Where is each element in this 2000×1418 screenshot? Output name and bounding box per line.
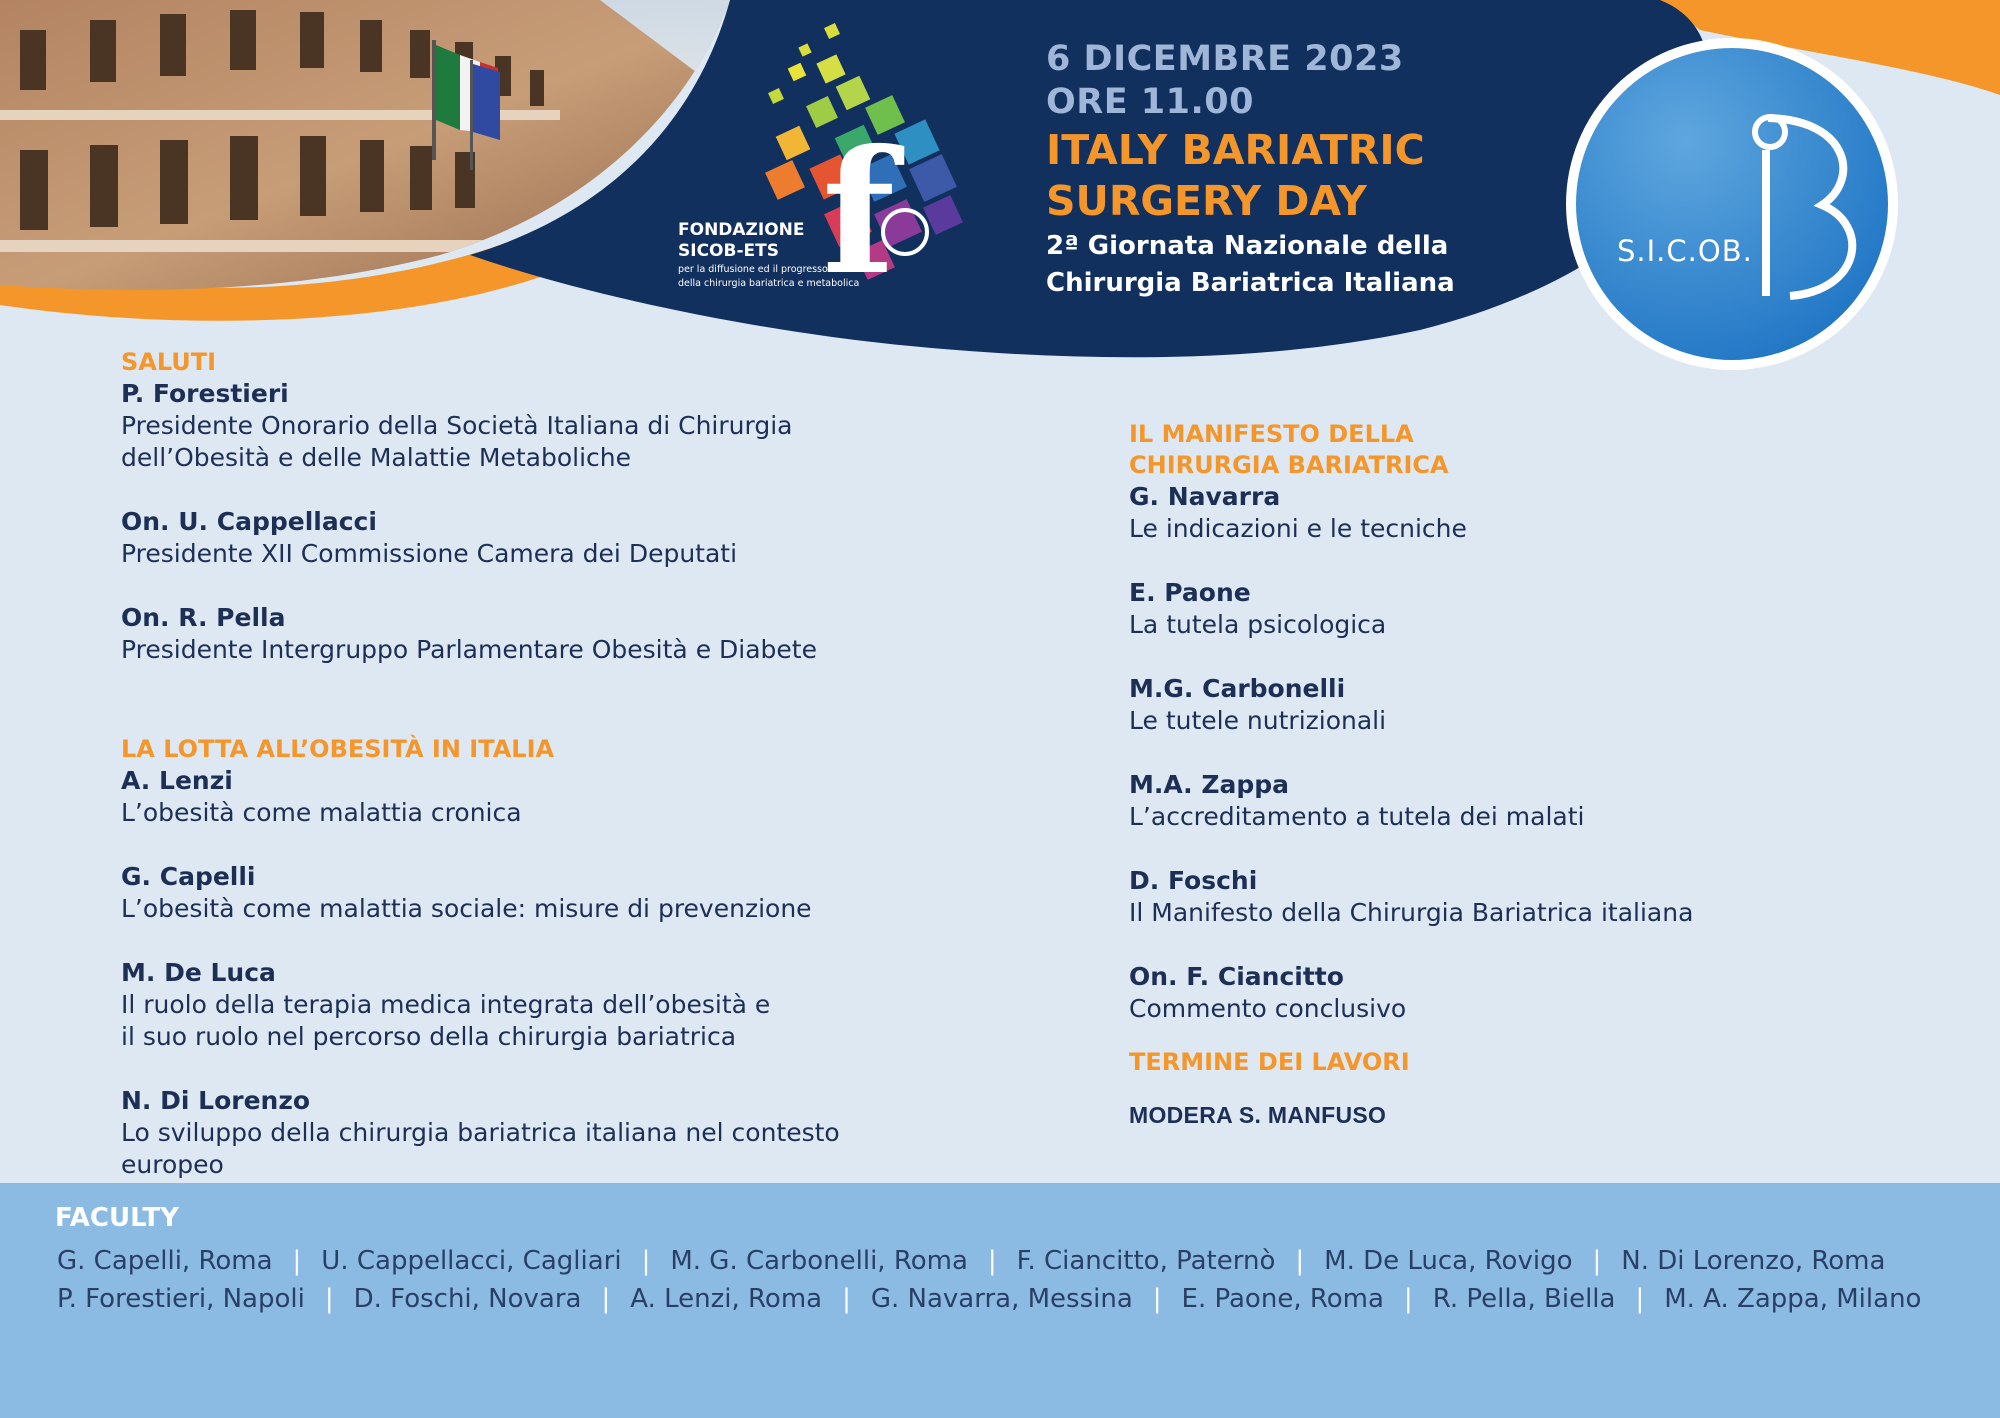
program-item — [121, 861, 981, 925]
talk-title: Le indicazioni e le tecniche — [1129, 514, 1467, 543]
section-title-manifesto-cont: CHIRURGIA BARIATRICA — [1129, 451, 1449, 479]
program-item — [1129, 481, 1949, 545]
speaker-name: N. Di Lorenzo — [121, 1086, 311, 1115]
faculty-member: A. Lenzi, Roma — [630, 1284, 823, 1314]
header-background — [0, 0, 2000, 380]
faculty-member: M. G. Carbonelli, Roma — [670, 1246, 968, 1276]
talk-title: Commento conclusivo — [1129, 994, 1407, 1023]
talk-title: L’accreditamento a tutela dei malati — [1129, 802, 1585, 831]
program-item — [1129, 865, 1949, 929]
speaker-name: On. U. Cappellacci — [121, 507, 377, 536]
faculty-title: FACULTY — [55, 1203, 179, 1233]
section-title-manifesto: IL MANIFESTO DELLA — [1129, 420, 1414, 448]
faculty-separator: | — [601, 1284, 611, 1314]
program-item — [121, 602, 981, 666]
speaker-role: Presidente Intergruppo Parlamentare Obesità e Diabete — [121, 635, 817, 664]
faculty-member: G. Capelli, Roma — [57, 1246, 273, 1276]
talk-title: Lo sviluppo della chirurgia bariatrica italiana nel contesto — [121, 1118, 840, 1147]
faculty-member: D. Foschi, Novara — [353, 1284, 582, 1314]
faculty-separator: | — [842, 1284, 851, 1314]
event-subtitle-line1: 2ª Giornata Nazionale della — [1046, 231, 1449, 261]
speaker-name: M. De Luca — [121, 958, 276, 987]
speaker-name: P. Forestieri — [121, 379, 289, 408]
speaker-name: M.G. Carbonelli — [1129, 674, 1346, 703]
event-header — [1046, 38, 1455, 300]
faculty-row-2 — [57, 1284, 1921, 1314]
speaker-role: Presidente XII Commissione Camera dei Deputati — [121, 539, 738, 568]
speaker-name: G. Navarra — [1129, 482, 1281, 511]
section-title-lotta-obesita: LA LOTTA ALL’OBESITÀ IN ITALIA — [121, 735, 555, 763]
faculty-row-1 — [57, 1246, 1885, 1276]
faculty-separator: | — [1295, 1246, 1305, 1276]
talk-title: Le tutele nutrizionali — [1129, 706, 1387, 735]
faculty-separator: | — [1635, 1284, 1645, 1314]
talk-title: La tutela psicologica — [1129, 610, 1387, 639]
faculty-separator: | — [1592, 1246, 1602, 1276]
talk-title: L’obesità come malattia cronica — [121, 798, 522, 827]
talk-title: L’obesità come malattia sociale: misure di prevenzione — [121, 894, 812, 923]
event-subtitle-line2: Chirurgia Bariatrica Italiana — [1046, 268, 1455, 298]
faculty-member: E. Paone, Roma — [1181, 1284, 1384, 1314]
program-item — [121, 378, 981, 474]
event-time: ORE 11.00 — [1046, 82, 1255, 122]
program-item — [121, 1085, 981, 1181]
event-title-line2: SURGERY DAY — [1046, 177, 1367, 225]
moderator-label: MODERA S. MANFUSO — [1129, 1102, 1387, 1128]
faculty-member: N. Di Lorenzo, Roma — [1621, 1246, 1886, 1276]
faculty-member: G. Navarra, Messina — [870, 1284, 1133, 1314]
program-item — [1129, 673, 1949, 737]
svg-text:f: f — [822, 113, 896, 313]
faculty-section — [0, 1183, 2000, 1418]
faculty-member: R. Pella, Biella — [1432, 1284, 1616, 1314]
closing-label: TERMINE DEI LAVORI — [1129, 1048, 1410, 1076]
event-date: 6 DICEMBRE 2023 — [1046, 39, 1404, 79]
speaker-role-cont: dell’Obesità e delle Malattie Metaboliche — [121, 443, 631, 472]
speaker-name: E. Paone — [1129, 578, 1251, 607]
speaker-name: On. F. Ciancitto — [1129, 962, 1344, 991]
sicob-logo-text: S.I.C.OB. — [1617, 234, 1753, 268]
faculty-member: U. Cappellacci, Cagliari — [321, 1246, 622, 1276]
speaker-name: M.A. Zappa — [1129, 770, 1290, 799]
program-item — [121, 957, 981, 1053]
speaker-name: On. R. Pella — [121, 603, 286, 632]
talk-title-cont: il suo ruolo nel percorso della chirurgia bariatrica — [121, 1022, 737, 1051]
speaker-role: Presidente Onorario della Società Italiana di Chirurgia — [121, 411, 793, 440]
faculty-separator: | — [1152, 1284, 1162, 1314]
program-item — [1129, 769, 1949, 833]
program-item — [121, 506, 981, 570]
talk-title: Il ruolo della terapia medica integrata dell’obesità e — [121, 990, 771, 1019]
program-item — [1129, 577, 1949, 641]
faculty-member: M. De Luca, Rovigo — [1324, 1246, 1573, 1276]
faculty-member: M. A. Zappa, Milano — [1664, 1284, 1922, 1314]
speaker-name: D. Foschi — [1129, 866, 1258, 895]
speaker-name: A. Lenzi — [121, 766, 233, 795]
faculty-separator: | — [292, 1246, 302, 1276]
faculty-separator: | — [324, 1284, 334, 1314]
talk-title: Il Manifesto della Chirurgia Bariatrica italiana — [1129, 898, 1694, 927]
faculty-separator: | — [641, 1246, 651, 1276]
speaker-name: G. Capelli — [121, 862, 256, 891]
faculty-member: F. Ciancitto, Paternò — [1016, 1246, 1276, 1276]
section-title-saluti: SALUTI — [121, 348, 217, 376]
talk-title-cont: europeo — [121, 1150, 224, 1179]
foundation-logo-label: FONDAZIONE SICOB-ETS per la diffusione ed il progresso della chirurgia bariatrica e metabolica — [678, 220, 860, 289]
faculty-separator: | — [1403, 1284, 1413, 1314]
program-left-column — [121, 347, 981, 1213]
program-right-column — [1129, 419, 1949, 1129]
event-title-line1: ITALY BARIATRIC — [1046, 126, 1425, 174]
faculty-member: P. Forestieri, Napoli — [57, 1284, 305, 1314]
program-item — [1129, 961, 1949, 1025]
program-item — [121, 765, 981, 829]
faculty-separator: | — [987, 1246, 997, 1276]
